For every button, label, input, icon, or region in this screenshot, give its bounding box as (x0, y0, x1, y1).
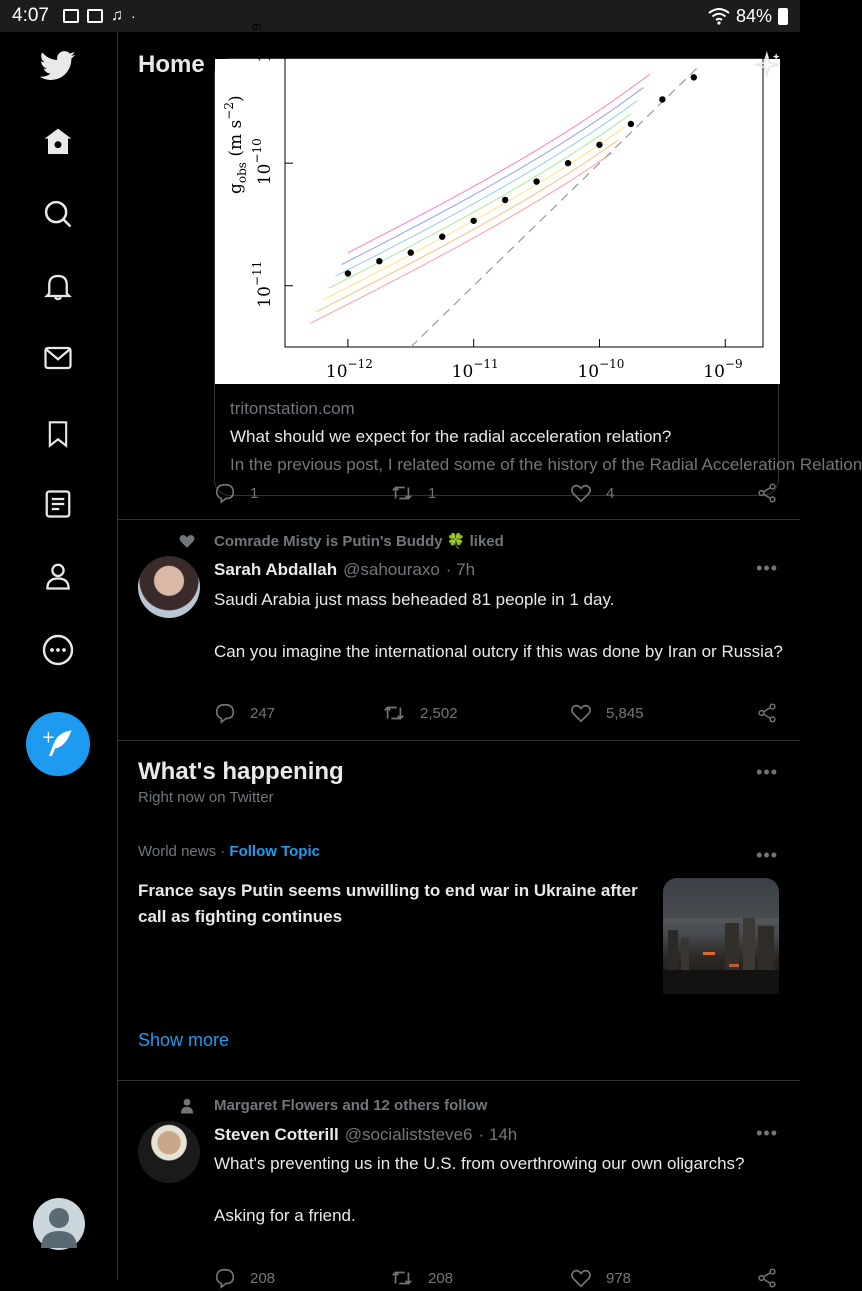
battery-percent: 84% (735, 5, 772, 26)
more-options-icon[interactable]: ••• (756, 1123, 778, 1143)
twitter-logo-icon[interactable] (38, 46, 78, 86)
tweet-text: Saudi Arabia just mass beheaded 81 people in 1 day. Can you imagine the international outcry if this was done by Iran or Russia? (214, 590, 783, 661)
radial-acceleration-chart (215, 23, 780, 384)
retweet-icon (390, 1267, 414, 1289)
tweet[interactable] (118, 1081, 800, 1287)
retweet-count: 1 (428, 484, 437, 502)
link-preview-card[interactable] (214, 23, 862, 496)
like-button[interactable] (570, 482, 614, 504)
reply-icon (214, 702, 236, 724)
retweet-button[interactable] (382, 702, 458, 724)
heart-icon (570, 1267, 592, 1289)
reply-count: 208 (250, 1269, 276, 1287)
tweet-actions (214, 1267, 784, 1291)
feather-plus-icon (40, 726, 76, 762)
retweet-button[interactable] (390, 482, 436, 504)
like-count: 4 (606, 484, 615, 502)
data-point (502, 197, 508, 203)
default-avatar-icon (33, 1198, 85, 1250)
x-tick-label: $10^{-10}$ (577, 357, 625, 382)
wifi-icon (708, 7, 730, 25)
share-icon (756, 1267, 778, 1289)
data-point (628, 121, 634, 127)
share-icon (756, 702, 778, 724)
tweet-time[interactable]: · 7h (445, 560, 476, 579)
section-more-icon[interactable]: ••• (756, 762, 778, 782)
data-point (345, 270, 351, 276)
plot-frame (285, 57, 763, 347)
like-button[interactable] (570, 702, 644, 724)
sidebar (0, 32, 118, 1280)
model-curve (323, 127, 625, 300)
link-domain: tritonstation.com (230, 399, 355, 418)
reply-count: 1 (250, 484, 259, 502)
reply-button[interactable] (214, 702, 275, 724)
bookmark-icon[interactable] (38, 414, 78, 454)
heart-filled-icon (178, 532, 196, 550)
y-tick-label: $10^{-11}$ (250, 260, 275, 308)
city-skyline-image (663, 878, 779, 994)
section-subtitle: Right now on Twitter (138, 789, 274, 806)
tweet-time[interactable]: · 14h (478, 1125, 518, 1144)
y-tick-label: $10^{-10}$ (250, 138, 275, 186)
retweet-button[interactable] (390, 1267, 453, 1289)
timeline (118, 23, 862, 1287)
show-more-link[interactable]: Show more (138, 1030, 230, 1050)
person-icon (178, 1097, 196, 1115)
y-axis-label: $g_{obs}$ (m $s^{-2}$) (222, 95, 249, 194)
messages-icon[interactable] (38, 338, 78, 378)
social-context-text: Margaret Flowers and 12 others follow (214, 1097, 488, 1114)
data-point (408, 249, 414, 255)
trend-category (138, 843, 320, 860)
reply-button[interactable] (214, 482, 258, 504)
trend-category-label: World news · (138, 843, 230, 860)
data-point (470, 218, 476, 224)
home-icon[interactable] (38, 122, 78, 162)
x-tick-label: $10^{-9}$ (703, 357, 743, 382)
social-context (214, 1097, 487, 1114)
model-curve (310, 153, 612, 323)
compose-tweet-button[interactable] (26, 712, 90, 776)
profile-icon[interactable] (38, 556, 78, 596)
avatar[interactable] (138, 1121, 200, 1183)
data-point (533, 178, 539, 184)
social-context (214, 532, 504, 550)
author-name[interactable]: Steven Cotterill (214, 1125, 339, 1144)
follow-topic-link[interactable]: Follow Topic (229, 843, 320, 860)
like-button[interactable] (570, 1267, 631, 1289)
link-title: What should we expect for the radial acceleration relation? (230, 427, 672, 446)
retweet-icon (390, 482, 414, 504)
author-name[interactable]: Sarah Abdallah (214, 560, 338, 579)
home-header (118, 32, 800, 98)
status-time: 4:07 (12, 5, 49, 26)
reply-icon (214, 482, 236, 504)
page-title: Home (138, 51, 205, 78)
tweet-author (214, 560, 475, 580)
share-button[interactable] (756, 1267, 778, 1289)
bell-icon[interactable] (38, 266, 78, 306)
battery-icon (778, 8, 788, 25)
model-curve (316, 140, 618, 312)
author-handle[interactable]: @sahouraxo (343, 560, 440, 579)
search-icon[interactable] (38, 194, 78, 234)
svg-text:+: + (41, 727, 56, 747)
link-description: In the previous post, I related some of the history of the Radial Acceleration Relation (230, 455, 862, 474)
share-icon (756, 482, 778, 504)
share-button[interactable] (756, 482, 778, 504)
tweet[interactable] (118, 520, 800, 740)
retweet-count: 208 (428, 1269, 454, 1287)
heart-icon (570, 702, 592, 724)
trend-more-icon[interactable]: ••• (756, 845, 778, 865)
more-icon[interactable] (38, 630, 78, 670)
reply-count: 247 (250, 704, 276, 722)
data-point (565, 160, 571, 166)
trend-headline[interactable]: France says Putin seems unwilling to end war in Ukraine after call as fighting continues (138, 881, 638, 926)
like-count: 978 (606, 1269, 632, 1287)
trend-thumbnail[interactable] (663, 878, 779, 994)
avatar[interactable] (138, 556, 200, 618)
model-curve (329, 114, 631, 288)
social-context-text: Comrade Misty is Putin's Buddy 🍀 liked (214, 533, 504, 550)
music-notification-icon: ♫ (110, 7, 123, 24)
retweet-count: 2,502 (420, 704, 458, 722)
heart-icon (570, 482, 592, 504)
lists-icon[interactable] (38, 484, 78, 524)
x-tick-label: $10^{-11}$ (451, 357, 499, 382)
tweet-author (214, 1125, 517, 1145)
tweet-text: What's preventing us in the U.S. from overthrowing our own oligarchs? Asking for a friend. (214, 1154, 745, 1225)
reply-button[interactable] (214, 1267, 275, 1289)
tweet-actions (214, 702, 784, 726)
more-options-icon[interactable]: ••• (756, 558, 778, 578)
account-avatar[interactable] (33, 1198, 85, 1250)
sparkle-icon[interactable] (754, 52, 782, 80)
author-handle[interactable]: @socialiststeve6 (344, 1125, 473, 1144)
data-point (439, 234, 445, 240)
y-tick-label: $10^{-9}$ (250, 23, 275, 63)
data-point (596, 142, 602, 148)
gallery-notification-icon (63, 9, 79, 23)
reply-icon (214, 1267, 236, 1289)
card-tweet-actions (214, 482, 784, 506)
retweet-icon (382, 702, 406, 724)
dot-notification-icon: · (130, 8, 136, 24)
data-point (376, 258, 382, 264)
x-tick-label: $10^{-12}$ (325, 357, 373, 382)
status-bar (0, 0, 800, 32)
like-count: 5,845 (606, 704, 644, 722)
share-button[interactable] (756, 702, 778, 724)
screenshot-notification-icon (87, 9, 103, 23)
divider (118, 740, 800, 741)
model-curve (348, 74, 650, 253)
section-title: What's happening (138, 758, 344, 785)
